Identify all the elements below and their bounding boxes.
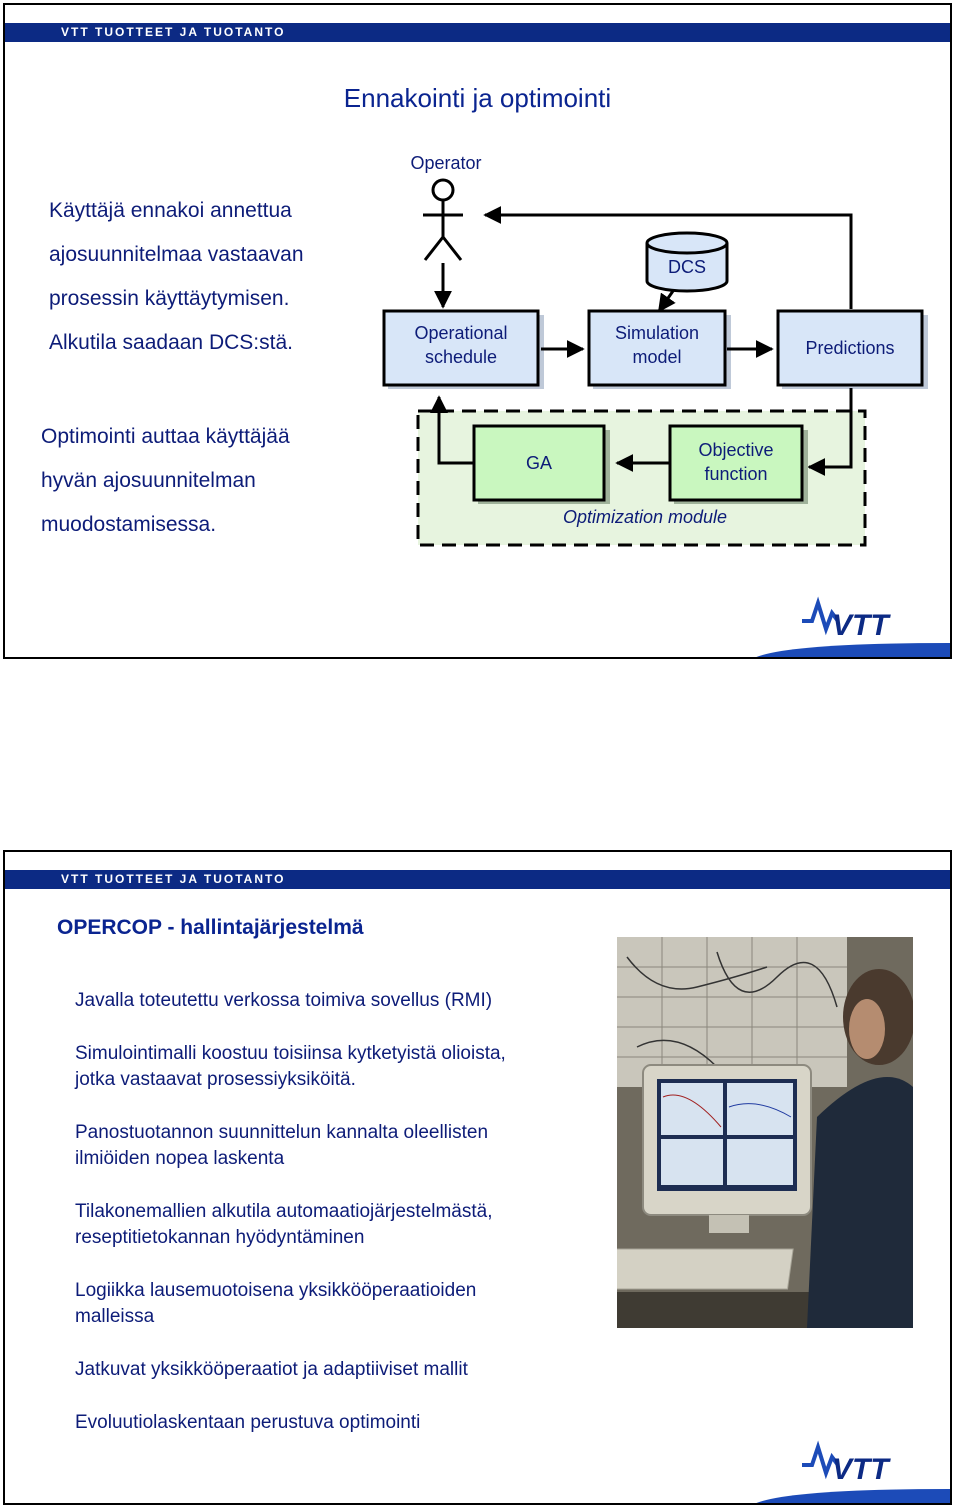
- slide-opercop: [3, 850, 952, 1505]
- objective-label-line1: Objective: [698, 440, 774, 460]
- operator-icon: [423, 180, 463, 260]
- list-item: Jatkuvat yksikkööperaatiot ja adaptiiviset mallit: [75, 1359, 468, 1380]
- corner-swoosh: [752, 639, 952, 659]
- paragraph-line: ajosuunnitelmaa vastaavan: [49, 243, 304, 266]
- operator-at-workstation-photo: [617, 937, 913, 1328]
- simulation-label-line2: model: [632, 347, 682, 367]
- bullet-list: [75, 988, 605, 1463]
- operator-label: Operator: [410, 153, 482, 173]
- schedule-label-line2: schedule: [424, 347, 498, 367]
- paragraph-line: muodostamisessa.: [41, 513, 217, 536]
- list-item: Simulointimalli koostuu toisiinsa kytketyistä olioista, jotka vastaavat prosessiyksiköitä.: [75, 1043, 506, 1090]
- slide-title: Ennakointi ja optimointi: [343, 83, 612, 113]
- header-label: VTT TUOTTEET JA TUOTANTO: [61, 25, 286, 39]
- paragraph-line: Käyttäjä ennakoi annettua: [49, 199, 292, 222]
- paragraph-line: Alkutila saadaan DCS:stä.: [49, 331, 293, 354]
- header-label: VTT TUOTTEET JA TUOTANTO: [61, 872, 286, 886]
- corner-swoosh: [752, 1485, 952, 1505]
- flow-diagram: [5, 5, 950, 605]
- list-item: Tilakonemallien alkutila automaatiojärjestelmästä, reseptitietokannan hyödyntäminen: [75, 1201, 493, 1248]
- header-bar: [5, 870, 950, 889]
- paragraph-line: prosessin käyttäytymisen.: [49, 287, 290, 310]
- list-item: Evoluutiolaskentaan perustuva optimointi: [75, 1412, 421, 1433]
- dcs-label: DCS: [667, 257, 707, 277]
- paragraph-line: hyvän ajosuunnitelman: [41, 469, 256, 492]
- slide-title: OPERCOP - hallintajärjestelmä: [57, 916, 364, 939]
- optimization-module-label: Optimization module: [562, 507, 728, 527]
- slide-ennakointi: [3, 3, 952, 659]
- vtt-logo-icon: [798, 595, 918, 639]
- list-item: Logiikka lausemuotoisena yksikkööperaatioiden malleissa: [75, 1280, 477, 1327]
- list-item: Javalla toteutettu verkossa toimiva sovellus (RMI): [75, 990, 493, 1011]
- paragraph-line: Optimointi auttaa käyttäjää: [41, 425, 290, 448]
- svg-text:VTT: VTT: [832, 1453, 889, 1483]
- vtt-logo-icon: [798, 1439, 918, 1483]
- ga-label: GA: [525, 453, 553, 473]
- predictions-label: Predictions: [805, 338, 895, 358]
- simulation-label-line1: Simulation: [614, 323, 700, 343]
- objective-label-line2: function: [704, 464, 768, 484]
- svg-text:VTT: VTT: [832, 609, 889, 639]
- schedule-label-line1: Operational: [414, 323, 508, 343]
- list-item: Panostuotannon suunnittelun kannalta oleellisten ilmiöiden nopea laskenta: [75, 1122, 489, 1169]
- objective-function-box: [670, 426, 802, 500]
